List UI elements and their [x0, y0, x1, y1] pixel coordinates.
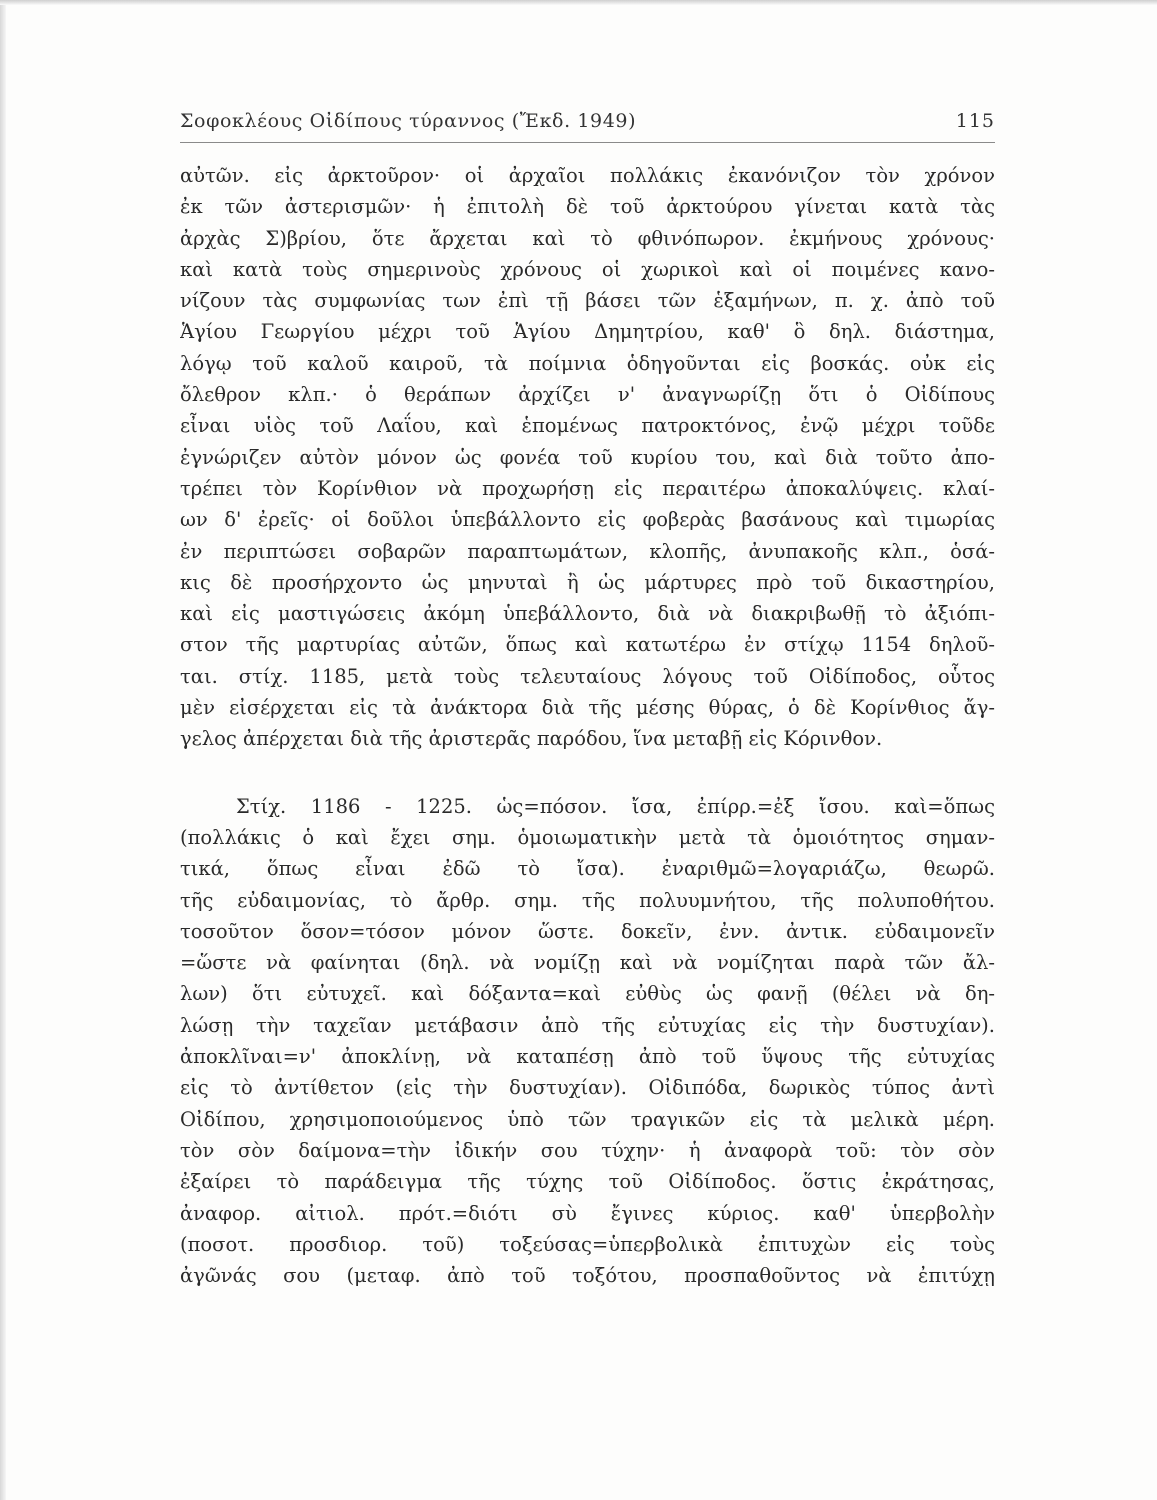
text-line: γελος ἀπέρχεται διὰ τῆς ἀριστερᾶς παρόδου, ἵνα μεταβῇ εἰς Κόρινθον. [180, 727, 883, 751]
page-top-shadow [0, 0, 1157, 5]
paragraph-2 [180, 791, 995, 1292]
text-line: λων) ὅτι εὐτυχεῖ. καὶ δόξαντα=καὶ εὐθὺς ὡς φανῇ (θέλει νὰ δη- [180, 982, 995, 1006]
text-line: ἀρχὰς Σ)βρίου, ὅτε ἄρχεται καὶ τὸ φθινόπωρον. ἐκμήνους χρόνους· [180, 226, 995, 250]
text-line: εἶναι υἱὸς τοῦ Λαΐου, καὶ ἑπομένως πατροκτόνος, ἐνῷ μέχρι τοῦδε [180, 414, 995, 438]
text-line: στον τῆς μαρτυρίας αὐτῶν, ὅπως καὶ κατωτέρω ἐν στίχῳ 1154 δηλοῦ- [180, 633, 995, 657]
text-line: =ὥστε νὰ φαίνηται (δηλ. νὰ νομίζῃ καὶ νὰ νομίζηται παρὰ τῶν ἄλ- [180, 951, 995, 975]
text-line: εἰς τὸ ἀντίθετον (εἰς τὴν δυστυχίαν). Οἰδιπόδα, δωρικὸς τύπος ἀντὶ [180, 1076, 995, 1100]
text-line: ἐν περιπτώσει σοβαρῶν παραπτωμάτων, κλοπῆς, ἀνυπακοῆς κλπ., ὁσά- [180, 539, 995, 563]
text-line: ἐκ τῶν ἀστερισμῶν· ἡ ἐπιτολὴ δὲ τοῦ ἀρκτούρου γίνεται κατὰ τὰς [180, 195, 995, 219]
text-line: τρέπει τὸν Κορίνθιον νὰ προχωρήσῃ εἰς περαιτέρω ἀποκαλύψεις. κλαί- [180, 476, 995, 500]
text-line: καὶ κατὰ τοὺς σημερινοὺς χρόνους οἱ χωρικοὶ καὶ οἱ ποιμένες κανο- [180, 257, 995, 281]
text-line: νίζουν τὰς συμφωνίας των ἐπὶ τῇ βάσει τῶν ἑξαμήνων, π. χ. ἀπὸ τοῦ [180, 289, 995, 313]
text-line: Οἰδίπου, χρησιμοποιούμενος ὑπὸ τῶν τραγικῶν εἰς τὰ μελικὰ μέρη. [180, 1107, 995, 1131]
text-line: ἐγνώριζεν αὐτὸν μόνον ὡς φονέα τοῦ κυρίου του, καὶ διὰ τοῦτο ἀπο- [180, 445, 995, 469]
commentary-text [180, 160, 995, 1291]
text-line: ἀποκλῖναι=ν' ἀποκλίνῃ, νὰ καταπέσῃ ἀπὸ τοῦ ὕψους τῆς εὐτυχίας [180, 1045, 995, 1069]
text-line: ὄλεθρον κλπ.· ὁ θεράπων ἀρχίζει ν' ἀναγνωρίζῃ ὅτι ὁ Οἰδίπους [180, 383, 995, 407]
text-line: τοσοῦτον ὅσον=τόσον μόνον ὥστε. δοκεῖν, ἐνν. ἀντικ. εὐδαιμονεῖν [180, 919, 995, 943]
text-line: ται. στίχ. 1185, μετὰ τοὺς τελευταίους λόγους τοῦ Οἰδίποδος, οὗτος [180, 664, 995, 688]
text-line: (ποσοτ. προσδιορ. τοῦ) τοξεύσας=ὑπερβολικὰ ἐπιτυχὼν εἰς τοὺς [180, 1232, 995, 1256]
text-line: ἐξαίρει τὸ παράδειγμα τῆς τύχης τοῦ Οἰδίποδος. ὅστις ἐκράτησας, [180, 1170, 995, 1194]
text-line: αὐτῶν. εἰς ἀρκτοῦρον· οἱ ἀρχαῖοι πολλάκις ἐκανόνιζον τὸν χρόνον [180, 164, 995, 187]
text-line: ων δ' ἐρεῖς· οἱ δοῦλοι ὑπεβάλλοντο εἰς φοβερὰς βασάνους καὶ τιμωρίας [180, 508, 995, 532]
text-line: (πολλάκις ὁ καὶ ἔχει σημ. ὁμοιωματικὴν μετὰ τὰ ὁμοιότητος σημαν- [180, 825, 995, 849]
text-line: Στίχ. 1186 - 1225. ὡς=πόσον. ἴσα, ἐπίρρ.=ἐξ ἴσου. καὶ=ὅπως [236, 794, 995, 818]
text-line: τικά, ὅπως εἶναι ἐδῶ τὸ ἴσα). ἐναριθμῶ=λογαριάζω, θεωρῶ. [180, 857, 995, 881]
text-line: τὸν σὸν δαίμονα=τὴν ἰδικήν σου τύχην· ἡ ἀναφορὰ τοῦ: τὸν σὸν [180, 1138, 995, 1162]
text-line: τῆς εὐδαιμονίας, τὸ ἄρθρ. σημ. τῆς πολυυμνήτου, τῆς πολυποθήτου. [180, 888, 995, 912]
text-line: λόγῳ τοῦ καλοῦ καιροῦ, τὰ ποίμνια ὁδηγοῦνται εἰς βοσκάς. οὐκ εἰς [180, 351, 995, 375]
text-line: καὶ εἰς μαστιγώσεις ἀκόμη ὑπεβάλλοντο, διὰ νὰ διακριβωθῇ τὸ ἀξιόπι- [180, 602, 995, 626]
page-header [180, 104, 995, 144]
page-edge-shadow [0, 0, 6, 1500]
header-rule [180, 142, 995, 143]
text-line: λώσῃ τὴν ταχεῖαν μετάβασιν ἀπὸ τῆς εὐτυχίας εἰς τὴν δυστυχίαν). [180, 1013, 995, 1037]
running-title: Σοφοκλέους Οἰδίπους τύραννος (Ἔκδ. 1949) [180, 110, 637, 132]
text-line: κις δὲ προσήρχοντο ὡς μηνυταὶ ἢ ὡς μάρτυρες πρὸ τοῦ δικαστηρίου, [180, 570, 995, 594]
text-line: μὲν εἰσέρχεται εἰς τὰ ἀνάκτορα διὰ τῆς μέσης θύρας, ὁ δὲ Κορίνθιος ἄγ- [180, 696, 995, 720]
text-line: ἀναφορ. αἰτιολ. πρότ.=διότι σὺ ἔγινες κύριος. καθ' ὑπερβολὴν [180, 1201, 995, 1225]
text-line: Ἁγίου Γεωργίου μέχρι τοῦ Ἁγίου Δημητρίου, καθ' ὃ δηλ. διάστημα, [180, 320, 995, 344]
paragraph-gap [180, 755, 995, 791]
page-number: 115 [955, 110, 995, 132]
text-line: ἀγῶνάς σου (μεταφ. ἀπὸ τοῦ τοξότου, προσπαθοῦντος νὰ ἐπιτύχῃ [180, 1264, 995, 1288]
paragraph-1 [180, 160, 995, 755]
